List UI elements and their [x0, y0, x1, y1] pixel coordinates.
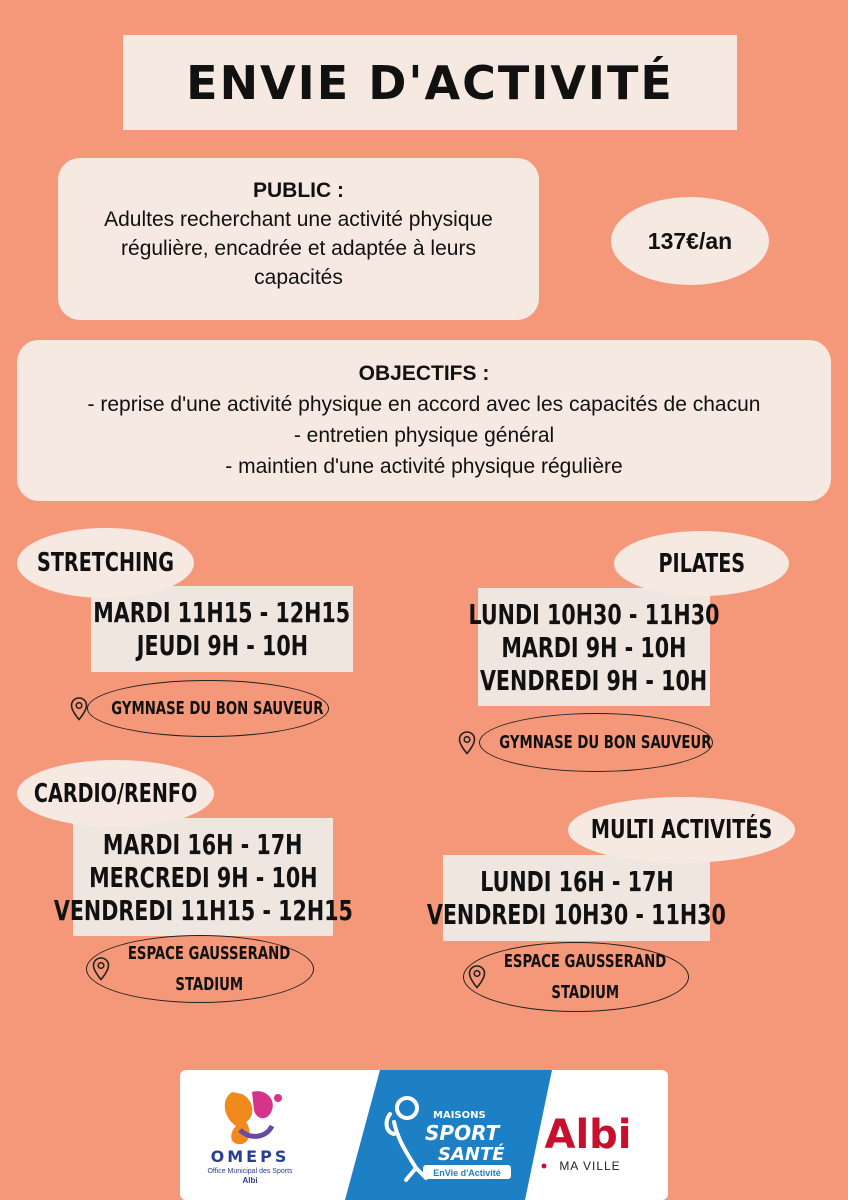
msp-line2: SPORT — [425, 1121, 500, 1145]
schedule-line: VENDREDI 10H30 - 11H30 — [426, 898, 727, 931]
multi-location — [463, 942, 689, 1012]
schedule-line: MARDI 9H - 10H — [501, 630, 687, 664]
public-line: Adultes recherchant une activité physique — [104, 208, 493, 231]
cardio-label — [17, 760, 214, 827]
title-banner — [123, 35, 737, 130]
location-line: GYMNASE DU BON SAUVEUR — [110, 698, 324, 719]
activity-name: PILATES — [658, 548, 745, 579]
map-pin-icon — [458, 731, 476, 755]
stretching-schedule — [91, 586, 353, 672]
schedule-line: VENDREDI 9H - 10H — [480, 663, 708, 697]
location-line: STADIUM — [551, 982, 619, 1003]
omeps-emblem-icon — [225, 1091, 282, 1144]
omeps-sub: Office Municipal des Sports — [207, 1168, 293, 1175]
page-title: ENVIE D'ACTIVITÉ — [186, 55, 674, 110]
cardio-schedule — [53, 818, 353, 936]
activity-name: STRETCHING — [37, 548, 174, 578]
cardio-location — [86, 935, 314, 1003]
pilates-location — [479, 713, 713, 772]
schedule-line: JEUDI 9H - 10H — [136, 629, 308, 662]
schedule-line: LUNDI 16H - 17H — [479, 865, 674, 898]
activity-name: CARDIO/RENFO — [33, 778, 198, 809]
map-pin-icon — [468, 965, 486, 989]
omeps-city: Albi — [242, 1176, 258, 1185]
objectives-heading: OBJECTIFS : — [358, 362, 490, 385]
public-heading: PUBLIC : — [253, 179, 344, 202]
public-box — [58, 158, 539, 320]
logos-graphic — [180, 1070, 668, 1200]
msp-tag: EnVie d'Activité — [433, 1168, 501, 1178]
public-line: régulière, encadrée et adaptée à leurs — [121, 237, 476, 260]
schedule-line: MARDI 11H15 - 12H15 — [93, 596, 351, 629]
objective-item: - entretien physique général — [293, 424, 555, 447]
omeps-name: OMEPS — [210, 1147, 290, 1166]
location-line: GYMNASE DU BON SAUVEUR — [498, 732, 712, 753]
objective-item: - maintien d'une activité physique régulière — [225, 455, 623, 478]
albi-dot — [542, 1164, 547, 1169]
albi-name: Albi — [544, 1112, 632, 1158]
stretching-label — [17, 528, 194, 598]
partner-logos — [180, 1070, 668, 1200]
objective-item: - reprise d'une activité physique en accord avec les capacités de chacun — [87, 393, 761, 416]
pilates-label — [614, 531, 789, 596]
location-line: STADIUM — [175, 974, 243, 995]
location-line: ESPACE GAUSSERAND — [503, 951, 667, 972]
map-pin-icon — [92, 957, 110, 981]
stretching-location — [87, 680, 329, 737]
multi-label — [568, 797, 795, 863]
schedule-line: MARDI 16H - 17H — [103, 827, 303, 861]
schedule-line: LUNDI 10H30 - 11H30 — [468, 597, 720, 631]
objectives-box — [17, 340, 831, 501]
msp-line1: MAISONS — [433, 1110, 486, 1121]
location-line: ESPACE GAUSSERAND — [127, 943, 291, 964]
price-badge: 137€/an — [611, 197, 769, 285]
albi-sub: MA VILLE — [559, 1159, 621, 1173]
msp-line3: SANTÉ — [438, 1144, 505, 1165]
map-pin-icon — [70, 697, 88, 721]
schedule-line: VENDREDI 11H15 - 12H15 — [53, 893, 353, 927]
multi-schedule — [426, 855, 727, 941]
pilates-schedule — [468, 588, 720, 706]
schedule-line: MERCREDI 9H - 10H — [88, 860, 318, 894]
public-line: capacités — [254, 266, 343, 289]
activity-name: MULTI ACTIVITÉS — [590, 815, 773, 845]
